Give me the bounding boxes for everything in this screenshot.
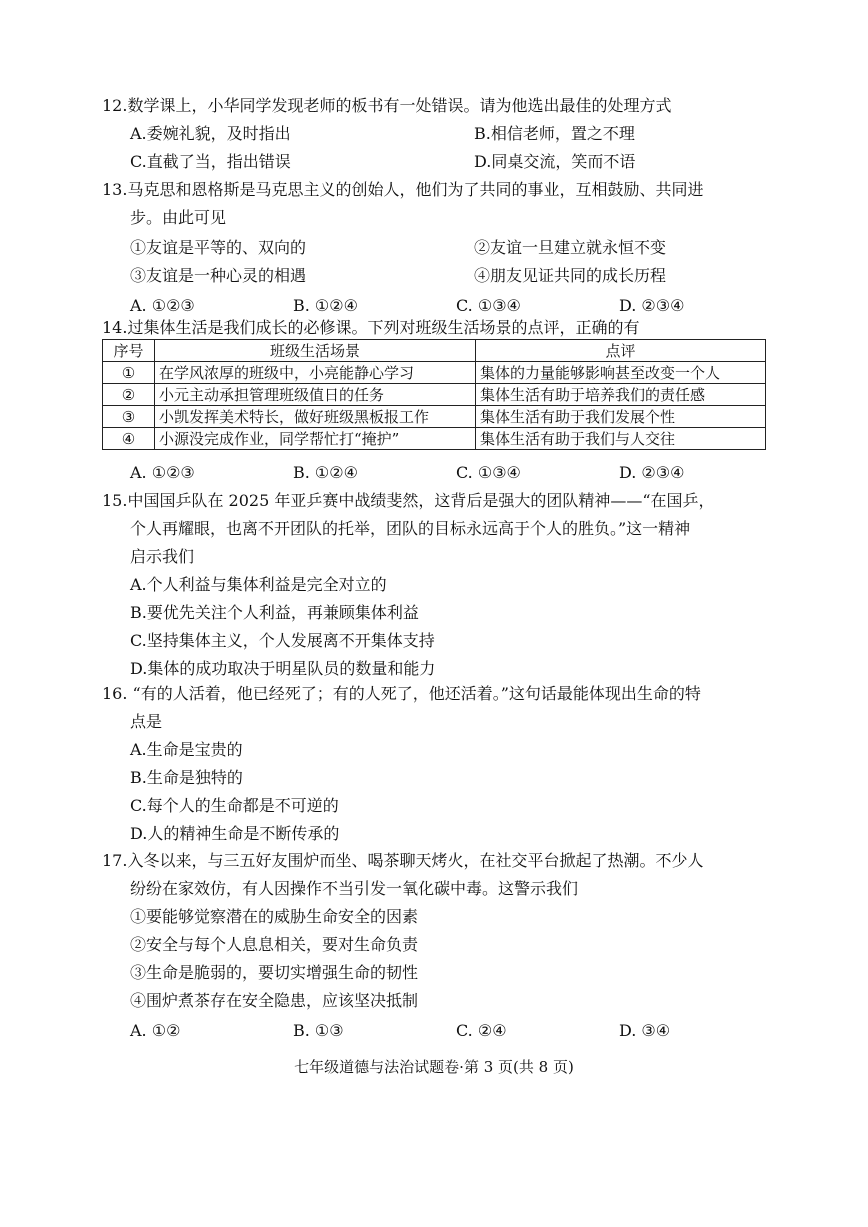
header-scene: 班级生活场景 — [155, 340, 476, 362]
statement-4: ④围炉煮茶存在安全隐患，应该坚决抵制 — [130, 991, 419, 1010]
question-stem: 14.过集体生活是我们成长的必修课。下列对班级生活场景的点评，正确的有 — [102, 318, 640, 337]
row-comment: 集体的力量能够影响甚至改变一个人 — [476, 362, 766, 384]
option-a: A.生命是宝贵的 — [130, 740, 243, 759]
table-header-row — [103, 340, 766, 362]
option-b: B. ①③ — [293, 1021, 344, 1040]
row-comment: 集体生活有助于我们发展个性 — [476, 406, 766, 428]
page-footer: 七年级道德与法治试题卷·第 3 页(共 8 页) — [294, 1058, 574, 1076]
question-12 — [102, 92, 782, 176]
table-row — [103, 406, 766, 428]
table-row — [103, 428, 766, 450]
option-a: A. ①②③ — [130, 463, 195, 482]
row-scene: 在学风浓厚的班级中，小亮能静心学习 — [155, 362, 476, 384]
option-d: D.同桌交流，笑而不语 — [474, 152, 636, 171]
row-number: ② — [103, 384, 155, 406]
option-b: B.相信老师，置之不理 — [474, 124, 635, 143]
option-b: B.生命是独特的 — [130, 768, 243, 787]
options-row — [102, 120, 782, 148]
option-d: D.集体的成功取决于明星队员的数量和能力 — [130, 659, 436, 678]
statement-1: ①要能够觉察潜在的威胁生命安全的因素 — [130, 907, 419, 926]
statements-row — [102, 262, 782, 290]
option-c: C.直截了当，指出错误 — [130, 152, 291, 171]
option-d: D.人的精神生命是不断传承的 — [130, 824, 340, 843]
row-number: ④ — [103, 428, 155, 450]
option-c: C.坚持集体主义，个人发展离不开集体支持 — [130, 631, 435, 650]
row-comment: 集体生活有助于培养我们的责任感 — [476, 384, 766, 406]
option-b: B. ①②④ — [293, 296, 358, 315]
option-a: A. ①②③ — [130, 296, 195, 315]
class-life-table — [102, 339, 766, 450]
options-row — [102, 1017, 782, 1045]
header-number: 序号 — [103, 340, 155, 362]
options-row — [102, 459, 782, 487]
question-14 — [102, 314, 782, 342]
question-stem-continued: 个人再耀眼，也离不开团队的托举，团队的目标永远高于个人的胜负。”这一精神 — [130, 519, 691, 538]
question-stem-continued: 纷纷在家效仿，有人因操作不当引发一氧化碳中毒。这警示我们 — [130, 879, 579, 898]
option-c: C. ②④ — [456, 1021, 507, 1040]
option-a: A.个人利益与集体利益是完全对立的 — [130, 575, 387, 594]
question-stem: 12.数学课上，小华同学发现老师的板书有一处错误。请为他选出最佳的处理方式 — [102, 96, 672, 115]
statement-2: ②友谊一旦建立就永恒不变 — [474, 238, 667, 257]
question-stem-continued: 步。由此可见 — [130, 208, 227, 227]
row-scene: 小凯发挥美术特长，做好班级黑板报工作 — [155, 406, 476, 428]
statement-3: ③友谊是一种心灵的相遇 — [130, 266, 307, 285]
question-13 — [102, 176, 782, 320]
question-stem: 16. “有的人活着，他已经死了；有的人死了，他还活着。”这句话最能体现出生命的特 — [102, 684, 701, 703]
statement-2: ②安全与每个人息息相关，要对生命负责 — [130, 935, 419, 954]
question-stem: 15.中国国乒队在 2025 年亚乒赛中战绩斐然，这背后是强大的团队精神——“在国乒， — [102, 491, 715, 510]
option-d: D. ②③④ — [619, 463, 685, 482]
question-16 — [102, 680, 782, 848]
row-number: ① — [103, 362, 155, 384]
question-17 — [102, 847, 782, 1045]
option-c: C. ①③④ — [456, 296, 521, 315]
options-row — [102, 148, 782, 176]
option-b: B. ①②④ — [293, 463, 358, 482]
question-stem: 13.马克思和恩格斯是马克思主义的创始人，他们为了共同的事业，互相鼓励、共同进 — [102, 180, 704, 199]
statement-4: ④朋友见证共同的成长历程 — [474, 266, 667, 285]
row-scene: 小元主动承担管理班级值日的任务 — [155, 384, 476, 406]
option-b: B.要优先关注个人利益，再兼顾集体利益 — [130, 603, 419, 622]
row-scene: 小源没完成作业，同学帮忙打“掩护” — [155, 428, 476, 450]
question-stem-continued: 启示我们 — [130, 547, 195, 566]
table-row — [103, 384, 766, 406]
statements-row — [102, 234, 782, 262]
option-d: D. ③④ — [619, 1021, 671, 1040]
option-d: D. ②③④ — [619, 296, 685, 315]
option-c: C. ①③④ — [456, 463, 521, 482]
question-15 — [102, 487, 782, 683]
option-c: C.每个人的生命都是不可逆的 — [130, 796, 339, 815]
statement-3: ③生命是脆弱的，要切实增强生命的韧性 — [130, 963, 419, 982]
question-stem-continued: 点是 — [130, 712, 163, 731]
option-a: A.委婉礼貌，及时指出 — [130, 124, 291, 143]
header-comment: 点评 — [476, 340, 766, 362]
table-row — [103, 362, 766, 384]
question-14-options — [102, 459, 782, 487]
statement-1: ①友谊是平等的、双向的 — [130, 238, 307, 257]
row-number: ③ — [103, 406, 155, 428]
option-a: A. ①② — [130, 1021, 181, 1040]
question-stem: 17.入冬以来，与三五好友围炉而坐、喝茶聊天烤火，在社交平台掀起了热潮。不少人 — [102, 851, 704, 870]
row-comment: 集体生活有助于我们与人交往 — [476, 428, 766, 450]
